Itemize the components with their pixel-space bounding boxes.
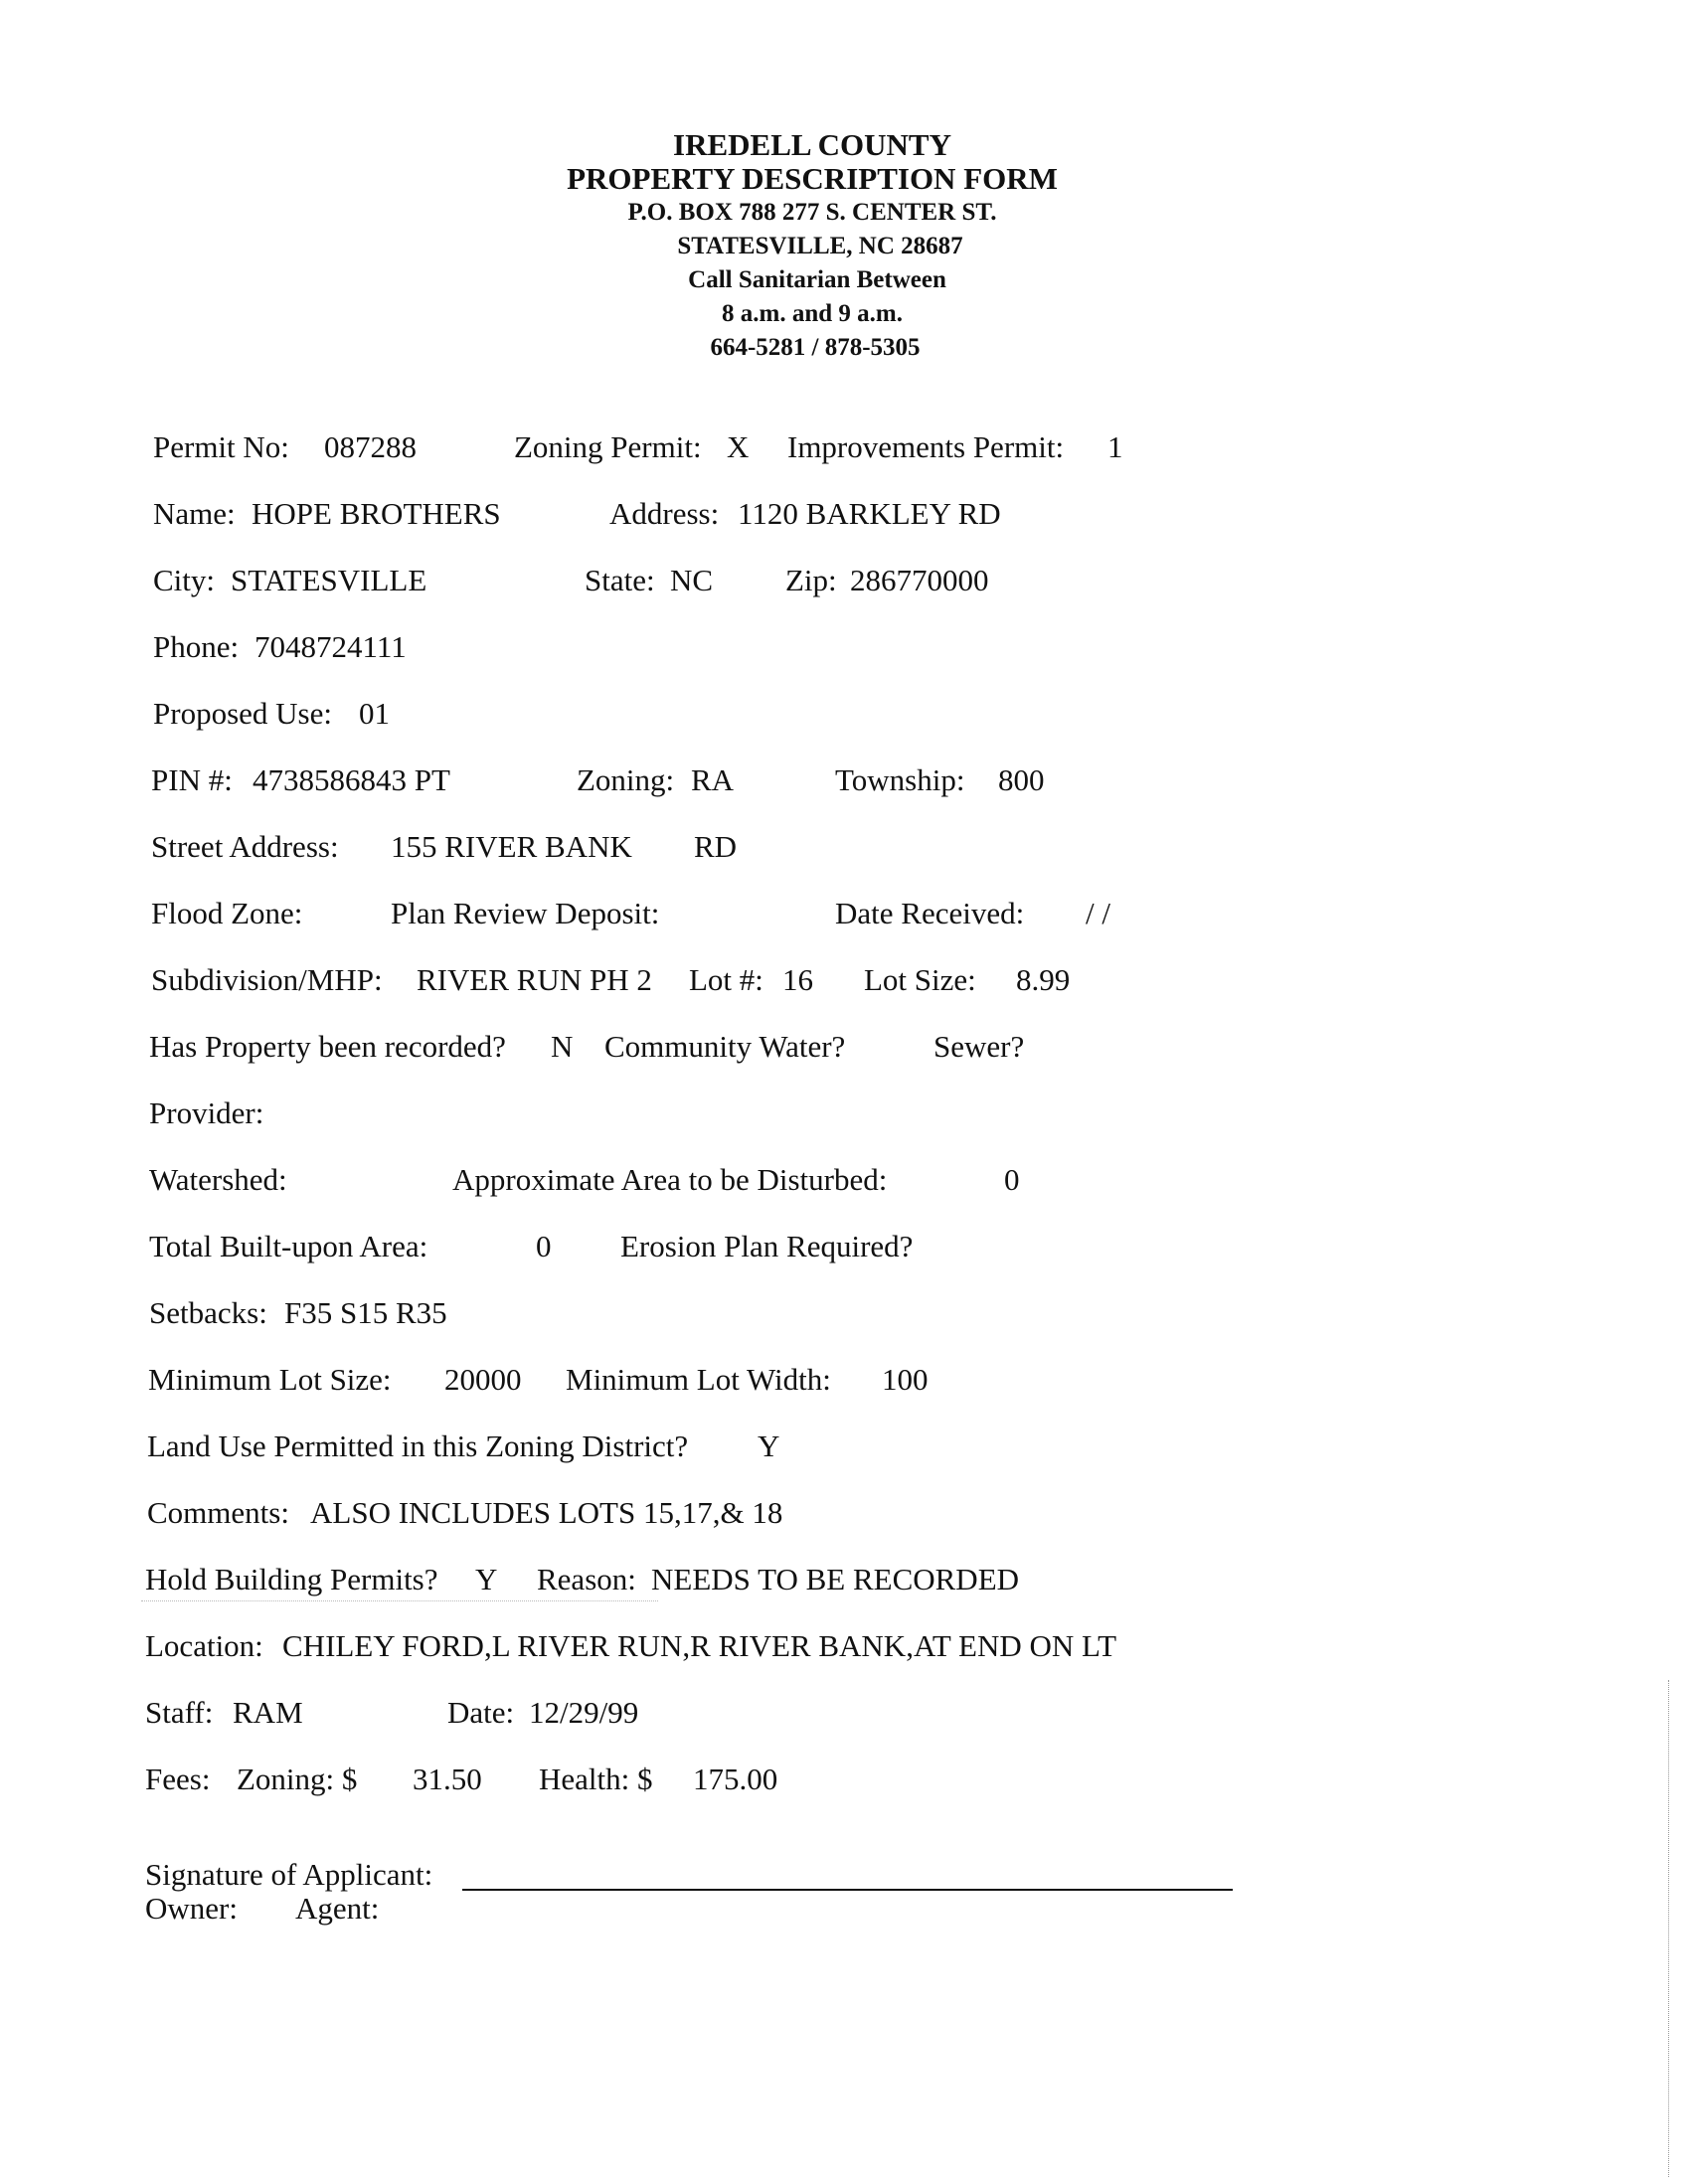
- date-label: Date:: [447, 1695, 515, 1730]
- comments-value: ALSO INCLUDES LOTS 15,17,& 18: [310, 1495, 783, 1530]
- min-lot-size-value: 20000: [444, 1362, 522, 1397]
- lot-no-value: 16: [782, 962, 813, 997]
- address-value: 1120 BARKLEY RD: [738, 496, 1001, 531]
- zip-value: 286770000: [850, 563, 989, 597]
- comments-label: Comments:: [147, 1495, 289, 1530]
- phone-numbers: 664-5281 / 878-5305: [710, 334, 921, 361]
- improvements-permit-label: Improvements Permit:: [787, 429, 1065, 464]
- phone-label: Phone:: [153, 629, 240, 664]
- street-address-value: 155 RIVER BANK: [391, 829, 632, 864]
- fees-health-value: 175.00: [693, 1762, 778, 1796]
- phone-value: 7048724111: [254, 629, 407, 664]
- name-label: Name:: [153, 496, 236, 531]
- erosion-plan-label: Erosion Plan Required?: [620, 1229, 914, 1263]
- fees-zoning-value: 31.50: [413, 1762, 482, 1796]
- setbacks-label: Setbacks:: [149, 1295, 267, 1330]
- recorded-label: Has Property been recorded?: [149, 1029, 506, 1064]
- built-upon-value: 0: [536, 1229, 552, 1263]
- lot-size-label: Lot Size:: [864, 962, 976, 997]
- zoning-label: Zoning:: [577, 762, 675, 797]
- zip-label: Zip:: [785, 563, 837, 597]
- signature-label: Signature of Applicant:: [145, 1857, 433, 1892]
- zoning-permit-label: Zoning Permit:: [514, 429, 702, 464]
- dotted-artifact-line: [141, 1600, 658, 1601]
- pin-label: PIN #:: [151, 762, 233, 797]
- plan-review-deposit-label: Plan Review Deposit:: [391, 896, 660, 930]
- improvements-permit-value: 1: [1107, 429, 1123, 464]
- subdivision-value: RIVER RUN PH 2: [417, 962, 652, 997]
- zoning-value: RA: [691, 762, 735, 797]
- city-label: City:: [153, 563, 216, 597]
- address-label: Address:: [609, 496, 720, 531]
- township-label: Township:: [835, 762, 965, 797]
- zoning-permit-value: X: [727, 429, 750, 464]
- township-value: 800: [998, 762, 1045, 797]
- call-instructions: Call Sanitarian Between: [688, 266, 946, 293]
- city-address: STATESVILLE, NC 28687: [677, 233, 963, 259]
- min-lot-width-value: 100: [882, 1362, 929, 1397]
- street-address-label: Street Address:: [151, 829, 339, 864]
- land-use-label: Land Use Permitted in this Zoning District?: [147, 1428, 689, 1463]
- subdivision-label: Subdivision/MHP:: [151, 962, 383, 997]
- area-disturbed-value: 0: [1004, 1162, 1020, 1197]
- location-label: Location:: [145, 1628, 263, 1663]
- proposed-use-label: Proposed Use:: [153, 696, 332, 731]
- owner-label: Owner:: [145, 1891, 238, 1926]
- staff-label: Staff:: [145, 1695, 214, 1730]
- county-name: IREDELL COUNTY: [673, 127, 951, 162]
- min-lot-size-label: Minimum Lot Size:: [148, 1362, 392, 1397]
- mailing-address: P.O. BOX 788 277 S. CENTER ST.: [627, 199, 997, 226]
- scan-edge-line: [1668, 1680, 1669, 2177]
- agent-label: Agent:: [295, 1891, 380, 1926]
- fees-zoning-label: Zoning: $: [237, 1762, 358, 1796]
- watershed-label: Watershed:: [149, 1162, 287, 1197]
- date-received-label: Date Received:: [835, 896, 1025, 930]
- reason-label: Reason:: [537, 1562, 636, 1596]
- setbacks-value: F35 S15 R35: [284, 1295, 447, 1330]
- pin-value: 4738586843 PT: [253, 762, 450, 797]
- name-value: HOPE BROTHERS: [252, 496, 501, 531]
- proposed-use-value: 01: [359, 696, 390, 731]
- permit-no-label: Permit No:: [153, 429, 289, 464]
- flood-zone-label: Flood Zone:: [151, 896, 303, 930]
- signature-line: [462, 1889, 1233, 1891]
- permit-no-value: 087288: [324, 429, 417, 464]
- land-use-value: Y: [758, 1428, 780, 1463]
- call-hours: 8 a.m. and 9 a.m.: [722, 300, 903, 327]
- state-label: State:: [585, 563, 655, 597]
- fees-label: Fees:: [145, 1762, 211, 1796]
- fees-health-label: Health: $: [539, 1762, 653, 1796]
- lot-size-value: 8.99: [1016, 962, 1071, 997]
- lot-no-label: Lot #:: [689, 962, 763, 997]
- location-value: CHILEY FORD,L RIVER RUN,R RIVER BANK,AT END ON LT: [282, 1628, 1117, 1663]
- reason-value: NEEDS TO BE RECORDED: [651, 1562, 1020, 1596]
- date-value: 12/29/99: [529, 1695, 639, 1730]
- city-value: STATESVILLE: [231, 563, 427, 597]
- min-lot-width-label: Minimum Lot Width:: [566, 1362, 831, 1397]
- street-suffix-value: RD: [694, 829, 738, 864]
- hold-permits-label: Hold Building Permits?: [145, 1562, 438, 1596]
- date-received-value: / /: [1086, 896, 1110, 930]
- area-disturbed-label: Approximate Area to be Disturbed:: [452, 1162, 888, 1197]
- sewer-label: Sewer?: [933, 1029, 1025, 1064]
- recorded-value: N: [551, 1029, 574, 1064]
- state-value: NC: [670, 563, 714, 597]
- hold-permits-value: Y: [475, 1562, 498, 1596]
- community-water-label: Community Water?: [604, 1029, 846, 1064]
- form-title: PROPERTY DESCRIPTION FORM: [567, 161, 1058, 196]
- provider-label: Provider:: [149, 1095, 264, 1130]
- staff-value: RAM: [233, 1695, 303, 1730]
- built-upon-label: Total Built-upon Area:: [149, 1229, 428, 1263]
